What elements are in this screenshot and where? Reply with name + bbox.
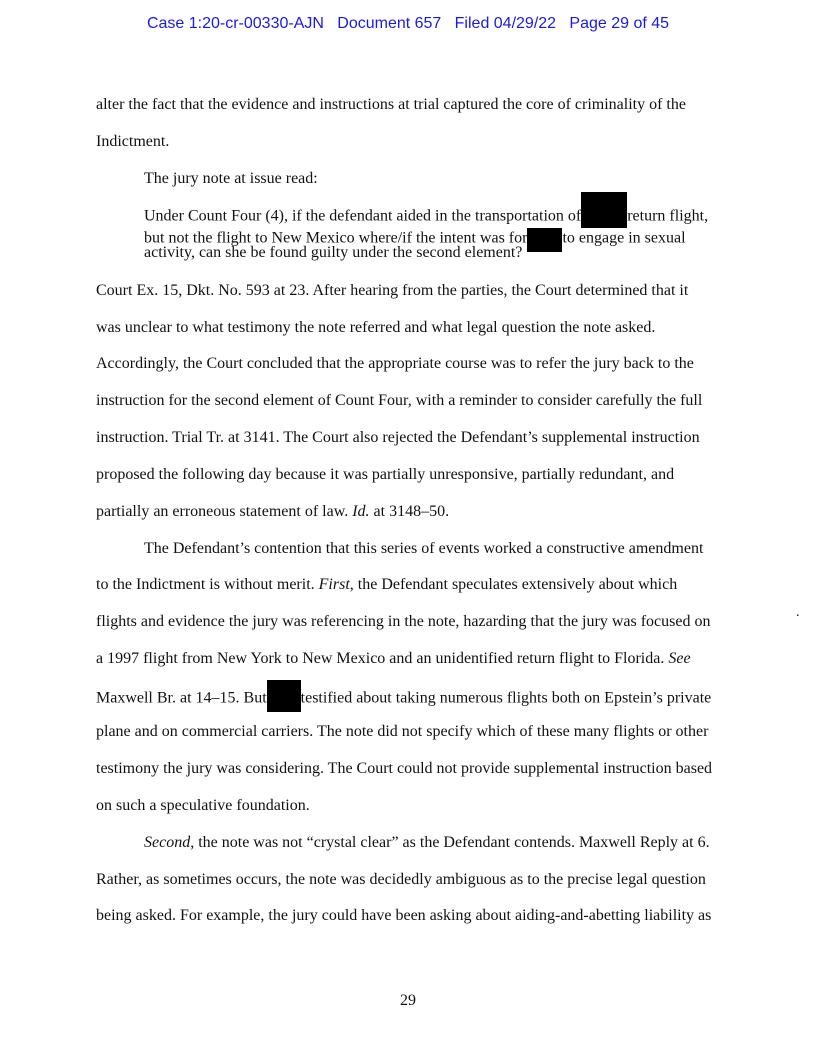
quote-line [144,206,724,228]
paragraph-line: plane and on commercial carriers. The note did not specify which of these many flights or other [96,723,709,740]
paragraph-line: on such a speculative foundation. [96,797,310,814]
paragraph-line: alter the fact that the evidence and instructions at trial captured the core of criminality of the [96,96,686,113]
text-run: testified about taking numerous flights both on Epstein’s private [300,689,712,707]
quote-text: to engage in sexual [562,229,686,247]
page-number: 29 [400,992,416,1009]
stray-mark: . [796,605,800,620]
citation-italic: Id. [352,503,370,520]
text-run: , the note was not “crystal clear” as the Defendant contends. Maxwell Reply at 6. [190,834,710,851]
paragraph-line: was unclear to what testimony the note referred and what legal question the note asked. [96,319,656,336]
quote-text: but not the flight to New Mexico where/if the intent was for [144,229,528,247]
paragraph-line: Accordingly, the Court concluded that the appropriate course was to refer the jury back to the [96,355,694,372]
paragraph-line [96,649,736,669]
paragraph-line: Indictment. [96,133,170,150]
paragraph-line [96,686,736,712]
paragraph-line: The Defendant’s contention that this series of events worked a constructive amendment [144,540,704,557]
case-header: Case 1:20-cr-00330-AJN Document 657 Filed 04/29/22 Page 29 of 45 [146,15,670,32]
text-run: , the Defendant speculates extensively about which [349,576,678,593]
paragraph-line: instruction for the second element of Count Four, with a reminder to consider carefully the full [96,392,703,409]
text-run: Maxwell Br. at 14–15. But [96,689,267,707]
emphasis-italic: First [318,576,350,593]
paragraph-line: Rather, as sometimes occurs, the note was decidedly ambiguous as to the precise legal question [96,871,706,888]
paragraph-line [96,502,736,522]
paragraph-line [96,575,736,595]
paragraph-line: Court Ex. 15, Dkt. No. 593 at 23. After hearing from the parties, the Court determined that it [96,282,689,299]
paragraph-line: being asked. For example, the jury could have been asking about aiding-and-abetting liability as [96,907,712,924]
text-run: a 1997 flight from New York to New Mexico and an unidentified return flight to Florida. [96,650,669,667]
text-run: at 3148–50. [369,503,450,520]
text-run: partially an erroneous statement of law. [96,503,353,520]
paragraph-line: proposed the following day because it was partially unresponsive, partially redundant, and [96,466,675,483]
paragraph-line [144,833,784,853]
redaction-box [581,192,627,228]
paragraph-line: testimony the jury was considering. The Court could not provide supplemental instruction based [96,760,713,777]
emphasis-italic: Second [144,834,191,851]
paragraph-line: flights and evidence the jury was referencing in the note, hazarding that the jury was focused on [96,613,711,630]
quote-text: return flight, [627,207,709,225]
paragraph-line: The jury note at issue read: [144,170,318,187]
text-run: to the Indictment is without merit. [96,576,319,593]
citation-italic: See [668,650,691,667]
quote-text: Under Count Four (4), if the defendant aided in the transportation of [144,207,582,225]
quote-line: activity, can she be found guilty under the second element? [144,244,523,261]
paragraph-line: instruction. Trial Tr. at 3141. The Court also rejected the Defendant’s supplemental instruction [96,429,700,446]
redaction-box [267,680,301,712]
